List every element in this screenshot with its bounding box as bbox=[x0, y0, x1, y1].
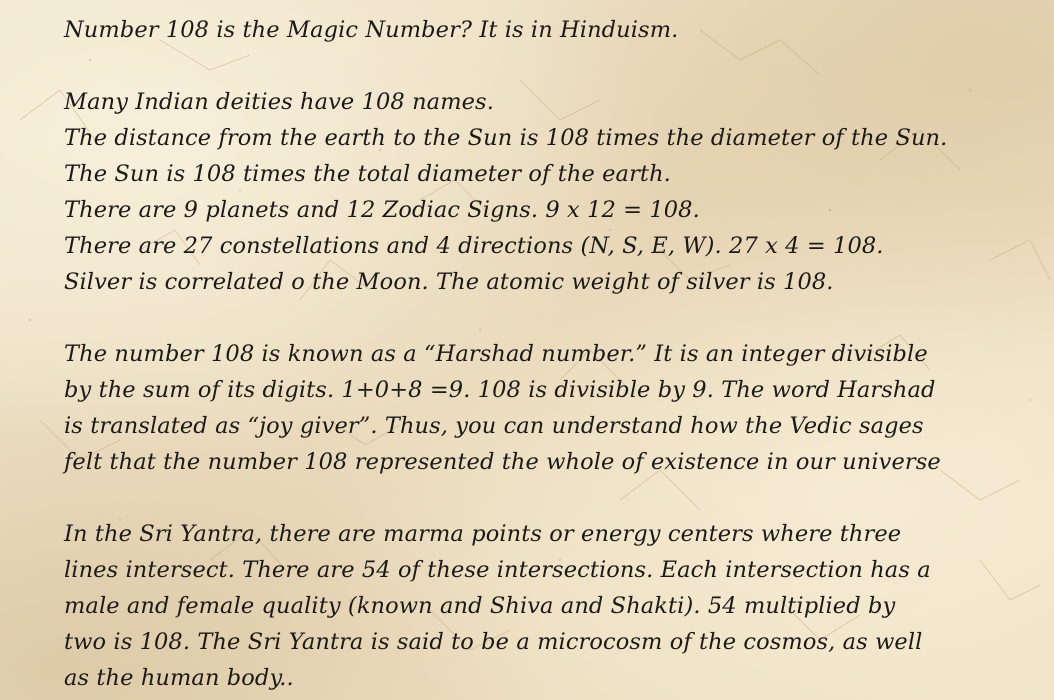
spacer bbox=[64, 480, 1044, 516]
fact-line: There are 9 planets and 12 Zodiac Signs. 9 x 12 = 108. bbox=[64, 197, 700, 223]
paragraph-line: two is 108. The Sri Yantra is said to be a microcosm of the cosmos, as well bbox=[64, 629, 923, 655]
paragraph-line: as the human body.. bbox=[64, 665, 294, 691]
facts-list bbox=[64, 84, 1044, 300]
paragraph-line: male and female quality (known and Shiva and Shakti). 54 multiplied by bbox=[64, 593, 896, 619]
fact-line: The distance from the earth to the Sun is 108 times the diameter of the Sun. bbox=[64, 125, 948, 151]
paragraph-line: is translated as “joy giver”. Thus, you can understand how the Vedic sages bbox=[64, 413, 924, 439]
heading: Number 108 is the Magic Number? It is in Hinduism. bbox=[64, 17, 679, 43]
spacer bbox=[64, 48, 1044, 84]
paragraph-line: lines intersect. There are 54 of these intersections. Each intersection has a bbox=[64, 557, 931, 583]
fact-line: There are 27 constellations and 4 directions (N, S, E, W). 27 x 4 = 108. bbox=[64, 233, 884, 259]
paragraph-line: by the sum of its digits. 1+0+8 =9. 108 is divisible by 9. The word Harshad bbox=[64, 377, 936, 403]
paragraph-line: felt that the number 108 represented the whole of existence in our universe bbox=[64, 449, 941, 475]
paragraph-line: The number 108 is known as a “Harshad number.” It is an integer divisible bbox=[64, 341, 928, 367]
fact-line: Many Indian deities have 108 names. bbox=[64, 89, 494, 115]
text-content bbox=[64, 12, 1044, 696]
fact-line: The Sun is 108 times the total diameter of the earth. bbox=[64, 161, 671, 187]
harshad-paragraph bbox=[64, 336, 1044, 480]
fact-line: Silver is correlated o the Moon. The atomic weight of silver is 108. bbox=[64, 269, 834, 295]
yantra-paragraph bbox=[64, 516, 1044, 696]
spacer bbox=[64, 300, 1044, 336]
paragraph-line: In the Sri Yantra, there are marma points or energy centers where three bbox=[64, 521, 902, 547]
